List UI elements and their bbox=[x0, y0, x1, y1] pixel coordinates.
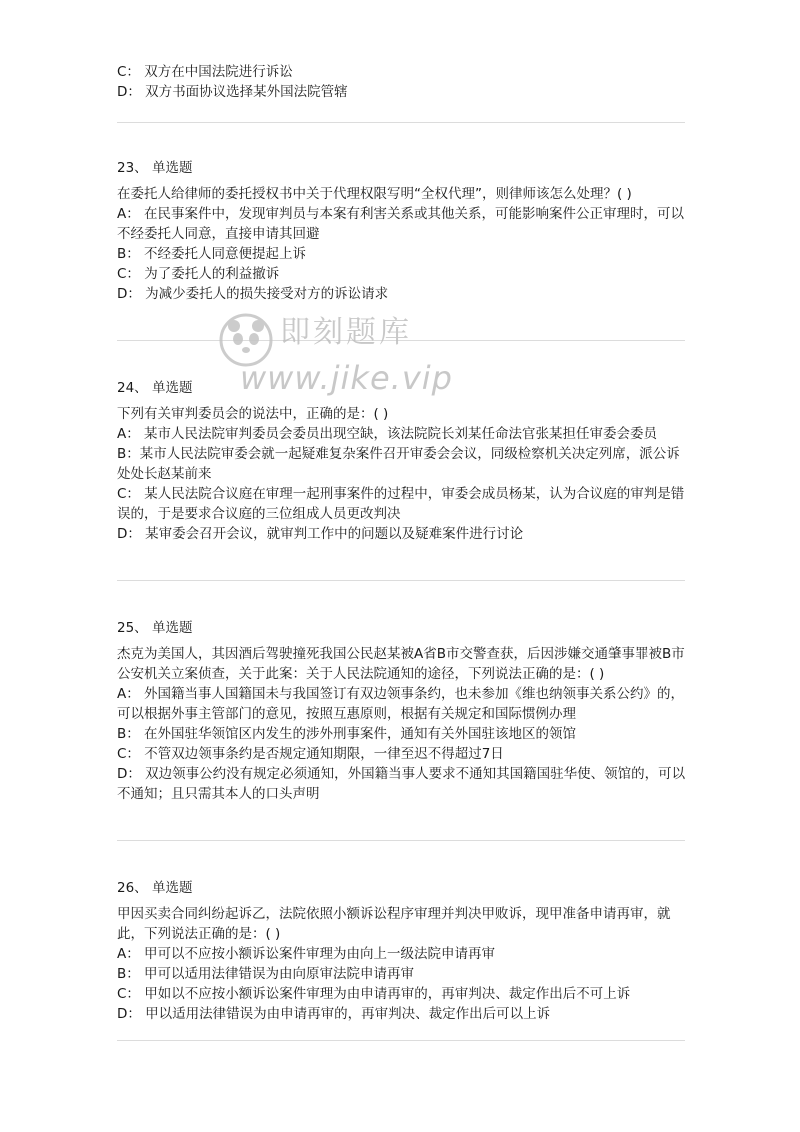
question-25 bbox=[117, 618, 687, 804]
option-c: C： 某人民法院合议庭在审理一起刑事案件的过程中，审委会成员杨某，认为合议庭的审判是错误的，于是要求合议庭的三位组成人员更改判决 bbox=[117, 486, 685, 522]
question-23 bbox=[117, 158, 687, 304]
divider bbox=[117, 122, 685, 123]
option-c: C： 为了委托人的利益撤诉 bbox=[117, 266, 280, 282]
question-stem: 杰克为美国人，其因酒后驾驶撞死我国公民赵某被A省B市交警查获，后因涉嫌交通肇事罪被B市公安机关立案侦查，关于此案：关于人民法院通知的途径，下列说法正确的是：( ) bbox=[117, 646, 685, 682]
watermark-brand: 即刻题库 bbox=[280, 315, 412, 350]
question-26 bbox=[117, 878, 687, 1024]
divider bbox=[117, 840, 685, 841]
option-d: D： 甲以适用法律错误为由申请再审的，再审判决、裁定作出后可以上诉 bbox=[117, 1006, 551, 1022]
option-d: D： 双边领事公约没有规定必须通知，外国籍当事人要求不通知其国籍国驻华使、领馆的，可以不通知；且只需其本人的口头声明 bbox=[117, 766, 686, 802]
question-stem: 甲因买卖合同纠纷起诉乙，法院依照小额诉讼程序审理并判决甲败诉，现甲准备申请再审，就此，下列说法正确的是：( ) bbox=[117, 906, 671, 942]
question-24 bbox=[117, 378, 687, 544]
option-b: B：某市人民法院审委会就一起疑难复杂案件召开审委会会议，同级检察机关决定列席，派公诉处处长赵某前来 bbox=[117, 446, 680, 482]
option-d: D： 某审委会召开会议，就审判工作中的问题以及疑难案件进行讨论 bbox=[117, 526, 524, 542]
question-header: 23、 单选题 bbox=[117, 160, 193, 176]
question-stem: 在委托人给律师的委托授权书中关于代理权限写明“全权代理”，则律师该怎么处理？( ) bbox=[117, 186, 632, 202]
option-a: A： 外国籍当事人国籍国未与我国签订有双边领事条约，也未参加《维也纳领事关系公约》的，可以根据外事主管部门的意见，按照互惠原则，根据有关规定和国际惯例办理 bbox=[117, 686, 685, 722]
question-header: 24、 单选题 bbox=[117, 380, 193, 396]
option-a: A： 某市人民法院审判委员会委员出现空缺，该法院院长刘某任命法官张某担任审委会委员 bbox=[117, 426, 658, 442]
option-d: D： 双方书面协议选择某外国法院管辖 bbox=[117, 84, 348, 100]
option-a: A： 甲可以不应按小额诉讼案件审理为由向上一级法院申请再审 bbox=[117, 946, 496, 962]
divider bbox=[117, 580, 685, 581]
question-stem: 下列有关审判委员会的说法中，正确的是：( ) bbox=[117, 406, 389, 422]
question-header: 26、 单选题 bbox=[117, 880, 193, 896]
question-header: 25、 单选题 bbox=[117, 620, 193, 636]
prev-question-options bbox=[117, 62, 687, 102]
option-b: B： 在外国驻华领馆区内发生的涉外刑事案件，通知有关外国驻该地区的领馆 bbox=[117, 726, 577, 742]
watermark-url: www.jike.vip bbox=[240, 359, 453, 397]
divider bbox=[117, 1040, 685, 1041]
option-c: C： 不管双边领事条约是否规定通知期限，一律至迟不得超过7日 bbox=[117, 746, 504, 762]
option-c: C： 甲如以不应按小额诉讼案件审理为由申请再审的，再审判决、裁定作出后不可上诉 bbox=[117, 986, 631, 1002]
option-a: A： 在民事案件中，发现审判员与本案有利害关系或其他关系，可能影响案件公正审理时，可以不经委托人同意，直接申请其回避 bbox=[117, 206, 685, 242]
divider bbox=[117, 340, 685, 341]
option-b: B： 不经委托人同意便提起上诉 bbox=[117, 246, 307, 262]
option-c: C： 双方在中国法院进行诉讼 bbox=[117, 64, 293, 80]
option-b: B： 甲可以适用法律错误为由向原审法院申请再审 bbox=[117, 966, 415, 982]
option-d: D： 为减少委托人的损失接受对方的诉讼请求 bbox=[117, 286, 389, 302]
